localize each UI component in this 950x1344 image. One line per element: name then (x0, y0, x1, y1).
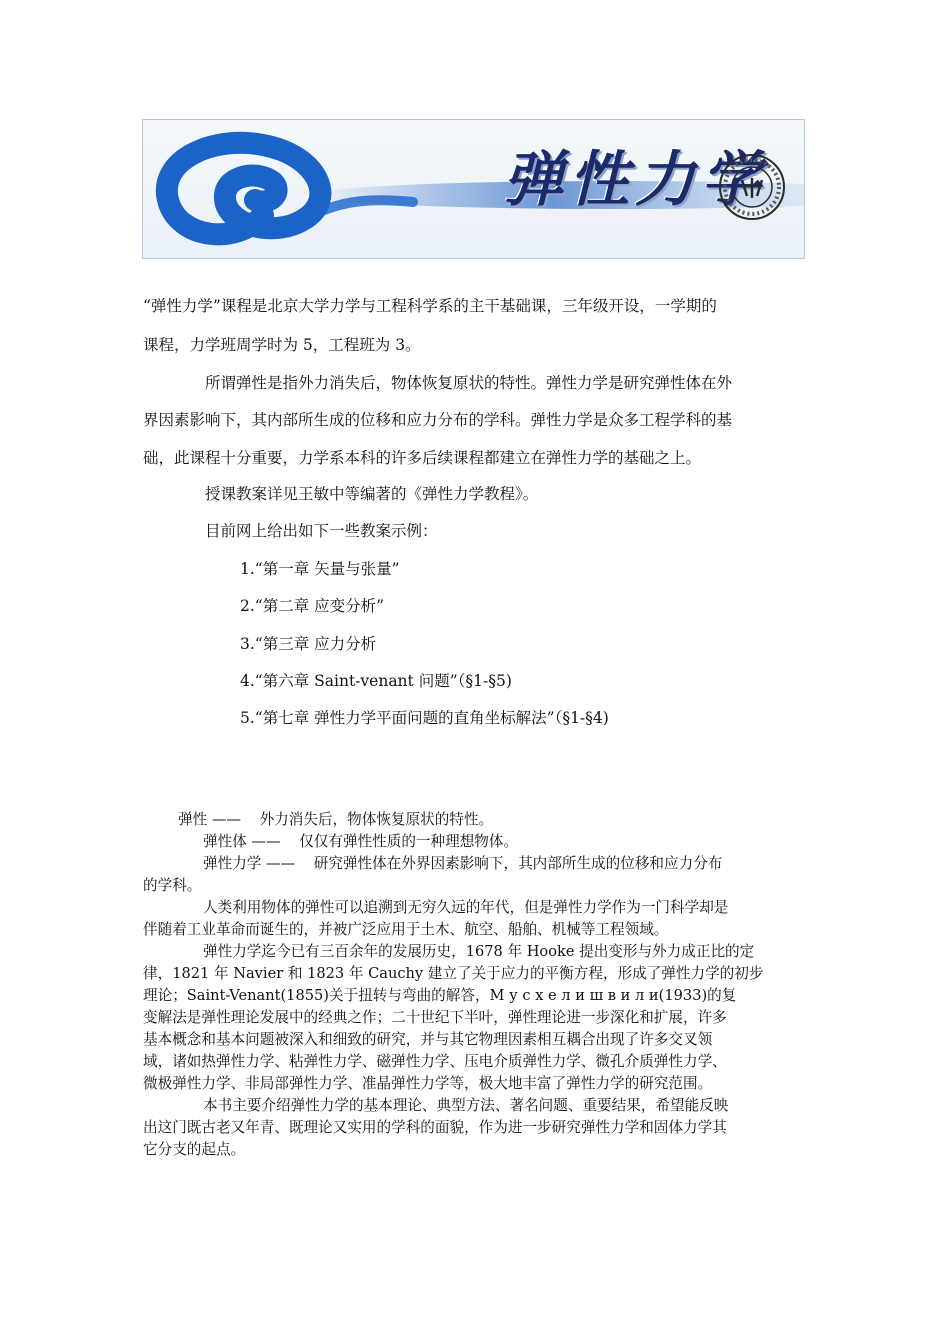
definition-elastic-body: 弹性体 —— 仅仅有弹性性质的一种理想物体。 (203, 833, 519, 850)
body-paragraph-2-line-4: 变解法是弹性理论发展中的经典之作；二十世纪下半叶，弹性理论进一步深化和扩展，许多 (143, 1009, 727, 1026)
intro-paragraph-2-line-2: 界因素影响下，其内部所生成的位移和应力分布的学科。弹性力学是众多工程学科的基 (143, 411, 733, 429)
chapter-list-item[interactable]: 4.“第六章 Saint-venant 问题”（§1-§5) (240, 672, 512, 690)
intro-paragraph-1-line-2: 课程，力学班周学时为 5，工程班为 3。 (143, 336, 421, 354)
intro-paragraph-4: 目前网上给出如下一些教案示例： (205, 522, 438, 540)
body-paragraph-2-line-3: 理论；Saint-Venant(1855)关于扭转与弯曲的解答，М у с х е л и ш в и л и(1933)的复 (143, 987, 737, 1004)
body-paragraph-3-line-3: 它分支的起点。 (143, 1141, 246, 1158)
intro-paragraph-2-line-3: 础，此课程十分重要，力学系本科的许多后续课程都建立在弹性力学的基础之上。 (143, 449, 702, 467)
chapter-list-item[interactable]: 5.“第七章 弹性力学平面问题的直角坐标解法”（§1-§4) (240, 709, 609, 727)
course-banner (142, 119, 805, 259)
body-paragraph-1-line-2: 伴随着工业革命而诞生的，并被广泛应用于土木、航空、船舶、机械等工程领域。 (143, 921, 669, 938)
body-paragraph-2-line-5: 基本概念和基本问题被深入和细致的研究，并与其它物理因素相互耦合出现了许多交叉领 (143, 1031, 713, 1048)
definition-elasticity-mechanics-line-2: 的学科。 (143, 877, 202, 894)
intro-paragraph-3: 授课教案详见王敏中等编著的《弹性力学教程》。 (205, 485, 539, 503)
body-paragraph-3-line-1: 本书主要介绍弹性力学的基本理论、典型方法、著名问题、重要结果，希望能反映 (203, 1097, 729, 1114)
body-paragraph-2-line-7: 微极弹性力学、非局部弹性力学、准晶弹性力学等，极大地丰富了弹性力学的研究范围。 (143, 1075, 713, 1092)
banner-title: 弹性力学 (503, 145, 767, 215)
chapter-list-item[interactable]: 2.“第二章 应变分析” (240, 597, 385, 615)
body-paragraph-2-line-1: 弹性力学迄今已有三百余年的发展历史，1678 年 Hooke 提出变形与外力成正比的定 (203, 943, 755, 960)
definition-elasticity: 弹性 —— 外力消失后，物体恢复原状的特性。 (178, 811, 494, 828)
body-paragraph-1-line-1: 人类利用物体的弹性可以追溯到无穷久远的年代，但是弹性力学作为一门科学却是 (203, 899, 729, 916)
body-paragraph-3-line-2: 出这门既古老又年青、既理论又实用的学科的面貌，作为进一步研究弹性力学和固体力学其 (143, 1119, 727, 1136)
university-seal-icon (717, 152, 787, 222)
chapter-list-item[interactable]: 1.“第一章 矢量与张量” (240, 560, 400, 578)
chapter-list-item[interactable]: 3.“第三章 应力分析 (240, 635, 377, 653)
definition-elasticity-mechanics-line-1: 弹性力学 —— 研究弹性体在外界因素影响下，其内部所生成的位移和应力分布 (203, 855, 723, 872)
intro-paragraph-2-line-1: 所谓弹性是指外力消失后，物体恢复原状的特性。弹性力学是研究弹性体在外 (205, 374, 733, 392)
intro-paragraph-1-line-1: “弹性力学”课程是北京大学力学与工程科学系的主干基础课，三年级开设，一学期的 (143, 297, 717, 315)
body-paragraph-2-line-6: 域，诸如热弹性力学、粘弹性力学、磁弹性力学、压电介质弹性力学、微孔介质弹性力学、 (143, 1053, 727, 1070)
body-paragraph-2-line-2: 律，1821 年 Navier 和 1823 年 Cauchy 建立了关于应力的平衡方程，形成了弹性力学的初步 (143, 965, 764, 982)
